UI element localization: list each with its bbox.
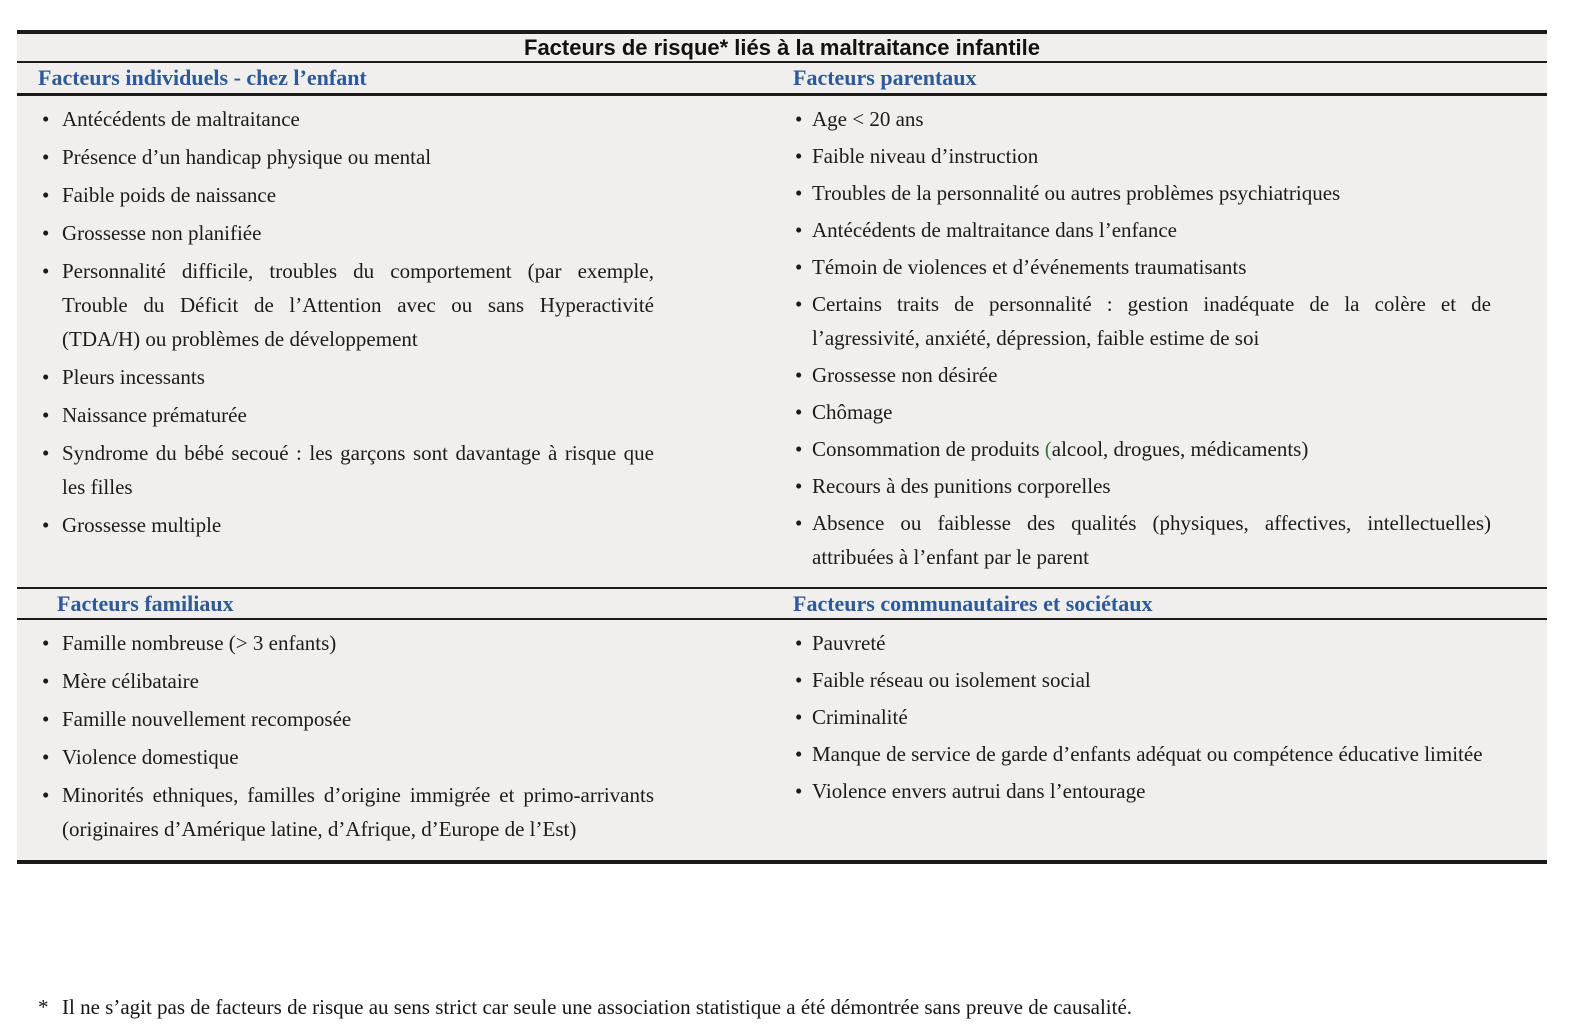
list-item bbox=[795, 176, 1491, 210]
list-item bbox=[795, 737, 1491, 771]
list-item-text: Manque de service de garde d’enfants adéquat ou compétence éducative limitée bbox=[812, 742, 1483, 766]
list-item-text: Faible poids de naissance bbox=[62, 183, 277, 207]
list-item-text: Famille nombreuse (> 3 enfants) bbox=[62, 631, 337, 655]
section-body-communautaires bbox=[780, 620, 1547, 860]
bullet-icon: • bbox=[795, 218, 803, 242]
bullet-icon: • bbox=[42, 145, 50, 169]
list-item bbox=[795, 287, 1491, 355]
bullet-icon: • bbox=[795, 400, 803, 424]
bullet-icon: • bbox=[795, 292, 803, 316]
list-item-text: Témoin de violences et d’événements traumatisants bbox=[812, 255, 1247, 279]
list-item bbox=[42, 702, 654, 736]
section-body-familiaux bbox=[17, 620, 780, 860]
list-item bbox=[42, 398, 654, 432]
bullet-icon: • bbox=[42, 221, 50, 245]
list-item bbox=[795, 700, 1491, 734]
section-body-individuels bbox=[17, 96, 780, 587]
bullet-icon: • bbox=[795, 144, 803, 168]
list-item-text: Personnalité difficile, troubles du comportement (par exemple, Trouble du Déficit de l’Attention avec ou sans Hyperactivité (TDA/H) ou problèmes de développement bbox=[62, 259, 654, 351]
list-item-text: Antécédents de maltraitance bbox=[62, 107, 300, 131]
bullet-icon: • bbox=[795, 474, 803, 498]
bullet-icon: • bbox=[42, 631, 50, 655]
bullet-icon: • bbox=[42, 745, 50, 769]
table-title: Facteurs de risque* liés à la maltraitance infantile bbox=[524, 34, 1040, 60]
familiaux-list bbox=[42, 626, 654, 846]
bullet-icon: • bbox=[42, 107, 50, 131]
list-item bbox=[795, 139, 1491, 173]
bullet-icon: • bbox=[42, 441, 50, 465]
bullet-icon: • bbox=[42, 669, 50, 693]
list-item-text: Pauvreté bbox=[812, 631, 886, 655]
list-item bbox=[42, 360, 654, 394]
list-item bbox=[42, 664, 654, 698]
section-header-parentaux: Facteurs parentaux bbox=[793, 65, 977, 90]
list-item bbox=[795, 250, 1491, 284]
bullet-icon: • bbox=[795, 181, 803, 205]
list-item bbox=[795, 358, 1491, 392]
list-item-text: Famille nouvellement recomposée bbox=[62, 707, 352, 731]
list-item-text: Certains traits de personnalité : gestion inadéquate de la colère et de l’agressivité, anxiété, dépression, faible estime de soi bbox=[812, 292, 1491, 350]
list-item-text: Antécédents de maltraitance dans l’enfance bbox=[812, 218, 1177, 242]
bullet-icon: • bbox=[795, 511, 803, 535]
list-item-text: Syndrome du bébé secoué : les garçons sont davantage à risque que les filles bbox=[62, 441, 654, 499]
bullet-icon: • bbox=[42, 365, 50, 389]
list-item bbox=[42, 254, 654, 356]
communautaires-list bbox=[795, 626, 1491, 808]
list-item-text: Présence d’un handicap physique ou mental bbox=[62, 145, 432, 169]
footnote-asterisk: * bbox=[38, 995, 49, 1019]
parentaux-list bbox=[795, 102, 1491, 574]
list-item bbox=[795, 626, 1491, 660]
list-item bbox=[795, 663, 1491, 697]
list-item bbox=[42, 140, 654, 174]
risk-factors-table bbox=[17, 30, 1547, 864]
list-item-text: Absence ou faiblesse des qualités (physiques, affectives, intellectuelles) attribuées à l’enfant par le parent bbox=[812, 511, 1491, 569]
footnote-text: Il ne s’agit pas de facteurs de risque au sens strict car seule une association statistique a été démontrée sans preuve de causalité. bbox=[62, 995, 1133, 1019]
list-item-text: Grossesse multiple bbox=[62, 513, 222, 537]
footnote bbox=[17, 992, 1547, 1022]
list-item-text: Troubles de la personnalité ou autres problèmes psychiatriques bbox=[812, 181, 1341, 205]
list-item bbox=[42, 436, 654, 504]
list-item-text: Violence envers autrui dans l’entourage bbox=[812, 779, 1146, 803]
list-item-text: Grossesse non désirée bbox=[812, 363, 998, 387]
body-row-top bbox=[17, 96, 1547, 587]
bullet-icon: • bbox=[42, 707, 50, 731]
list-item bbox=[42, 216, 654, 250]
list-item-text: Pleurs incessants bbox=[62, 365, 205, 389]
list-item-text: Faible réseau ou isolement social bbox=[812, 668, 1091, 692]
bullet-icon: • bbox=[795, 705, 803, 729]
list-item bbox=[795, 213, 1491, 247]
header-row-bottom bbox=[17, 587, 1547, 620]
section-body-parentaux bbox=[780, 96, 1547, 587]
bullet-icon: • bbox=[42, 183, 50, 207]
list-item-text: Faible niveau d’instruction bbox=[812, 144, 1039, 168]
list-item bbox=[795, 395, 1491, 429]
list-item-text: Consommation de produits (alcool, drogues, médicaments) bbox=[812, 437, 1309, 461]
list-item bbox=[795, 774, 1491, 808]
bullet-icon: • bbox=[795, 742, 803, 766]
table-title-band bbox=[17, 30, 1547, 63]
bullet-icon: • bbox=[795, 779, 803, 803]
list-item-text: Naissance prématurée bbox=[62, 403, 247, 427]
list-item-text: Violence domestique bbox=[62, 745, 239, 769]
bullet-icon: • bbox=[795, 437, 803, 461]
body-row-bottom bbox=[17, 620, 1547, 864]
list-item-text: Recours à des punitions corporelles bbox=[812, 474, 1111, 498]
list-item-text: Mère célibataire bbox=[62, 669, 199, 693]
list-item-text: Grossesse non planifiée bbox=[62, 221, 262, 245]
bullet-icon: • bbox=[795, 668, 803, 692]
bullet-icon: • bbox=[795, 255, 803, 279]
list-item bbox=[42, 178, 654, 212]
list-item-text: Minorités ethniques, familles d’origine immigrée et primo-arrivants (originaires d’Amérique latine, d’Afrique, d’Europe de l’Est) bbox=[62, 783, 654, 841]
list-item bbox=[42, 508, 654, 542]
list-item bbox=[42, 102, 654, 136]
bullet-icon: • bbox=[42, 259, 50, 283]
bullet-icon: • bbox=[42, 783, 50, 807]
individuels-list bbox=[42, 102, 654, 542]
list-item bbox=[795, 432, 1491, 466]
section-header-familiaux: Facteurs familiaux bbox=[57, 590, 234, 616]
bullet-icon: • bbox=[795, 631, 803, 655]
list-item-text: Chômage bbox=[812, 400, 893, 424]
list-item-text: Age < 20 ans bbox=[812, 107, 924, 131]
list-item bbox=[795, 506, 1491, 574]
list-item bbox=[42, 740, 654, 774]
bullet-icon: • bbox=[42, 403, 50, 427]
section-header-communautaires: Facteurs communautaires et sociétaux bbox=[793, 590, 1153, 616]
list-item bbox=[795, 469, 1491, 503]
list-item bbox=[42, 626, 654, 660]
bullet-icon: • bbox=[42, 513, 50, 537]
list-item-text: Criminalité bbox=[812, 705, 908, 729]
section-header-individuels: Facteurs individuels - chez l’enfant bbox=[38, 65, 367, 90]
bullet-icon: • bbox=[795, 363, 803, 387]
header-row-top bbox=[17, 63, 1547, 96]
list-item bbox=[42, 778, 654, 846]
list-item bbox=[795, 102, 1491, 136]
bullet-icon: • bbox=[795, 107, 803, 131]
